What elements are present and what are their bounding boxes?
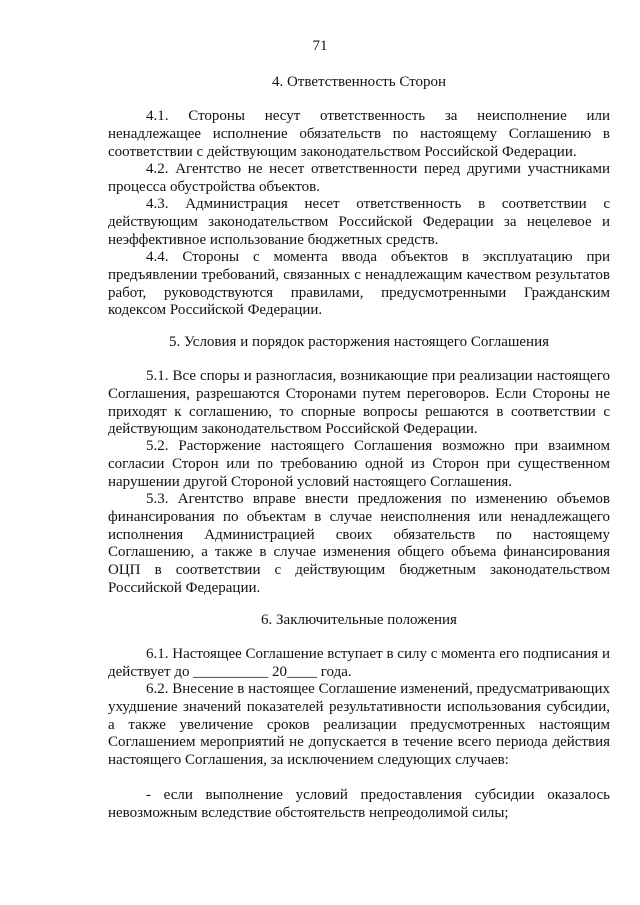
section-title-5: 5. Условия и порядок расторжения настоящего Соглашения <box>168 334 550 350</box>
paragraph-5-1: 5.1. Все споры и разногласия, возникающие при реализации настоящего Соглашения, разрешаются Сторонами путем переговоров. Если Стороны не приходят к соглашению, то спорные вопросы решаются в соответствии с действующим законодательством Российской Федерации. <box>108 368 610 438</box>
paragraph-6-bullet-1: - если выполнение условий предоставления субсидии оказалось невозможным вследствие обстоятельств непреодолимой силы; <box>108 787 610 821</box>
paragraph-6-1: 6.1. Настоящее Соглашение вступает в силу с момента его подписания и действует до __________ 20____ года. <box>108 646 610 680</box>
paragraph-5-2: 5.2. Расторжение настоящего Соглашения возможно при взаимном согласии Сторон или по требованию одной из Сторон при существенном нарушении другой Стороной условий настоящего Соглашения. <box>108 438 610 490</box>
paragraph-5-3: 5.3. Агентство вправе внести предложения по изменению объемов финансирования по объектам в случае неисполнения или ненадлежащего исполнения Администрацией своих обязательств по настоящему Соглашению, а также в случае изменения общего объема финансирования ОЦП в соответствии с действующим бюджетным законодательством Российской Федерации. <box>108 491 610 596</box>
paragraph-6-2: 6.2. Внесение в настоящее Соглашение изменений, предусматривающих ухудшение значений показателей результативности использования субсидии, а также увеличение сроков реализации предусмотренных настоящим Соглашением мероприятий не допускается в течение всего периода действия настоящего Соглашения, за исключением следующих случаев: <box>108 681 610 769</box>
paragraph-4-4: 4.4. Стороны с момента ввода объектов в эксплуатацию при предъявлении требований, связанных с ненадлежащим качеством результатов работ, руководствуются правилами, предусмотренными Гражданским кодексом Российской Федерации. <box>108 249 610 319</box>
paragraph-4-3: 4.3. Администрация несет ответственность в соответствии с действующим законодательством Российской Федерации за нецелевое и неэффективное использование бюджетных средств. <box>108 196 610 248</box>
page-number: 71 <box>312 38 328 54</box>
paragraph-4-2: 4.2. Агентство не несет ответственности перед другими участниками процесса обустройства объектов. <box>108 161 610 195</box>
paragraph-4-1: 4.1. Стороны несут ответственность за неисполнение или ненадлежащее исполнение обязательств по настоящему Соглашению в соответствии с действующим законодательством Российской Федерации. <box>108 108 610 160</box>
section-title-4: 4. Ответственность Сторон <box>271 74 447 90</box>
section-title-6: 6. Заключительные положения <box>261 612 457 628</box>
